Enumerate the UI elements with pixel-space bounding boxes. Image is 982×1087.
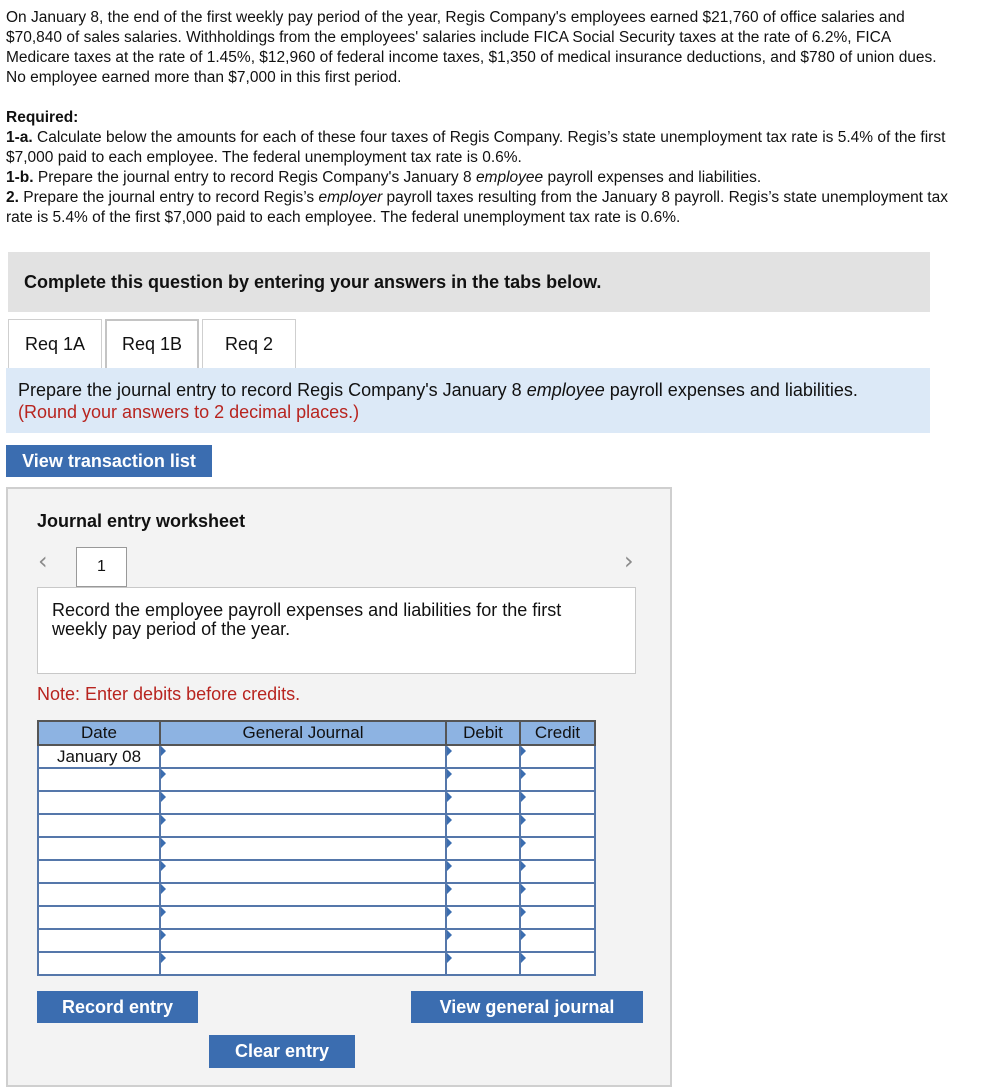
required-item-1b: 1-b. Prepare the journal entry to record Regis Company's January 8 employee payroll expenses and liabilities. (6, 169, 762, 186)
required-item-2: 2. Prepare the journal entry to record Regis’s employer payroll taxes resulting from the January 8 payroll. Regis’s state unemployment tax rate is 5.4% of the first $7,000 paid to each employee. The federal unemployment tax rate is 0.6%. (6, 189, 948, 226)
view-general-journal-button[interactable]: View general journal (411, 991, 643, 1023)
debit-input[interactable] (446, 906, 520, 929)
debit-input[interactable] (446, 745, 520, 768)
record-entry-button[interactable]: Record entry (37, 991, 198, 1023)
column-header-debit: Debit (446, 721, 520, 745)
req-tabs (8, 319, 299, 369)
table-row (38, 952, 595, 975)
credit-input[interactable] (520, 814, 595, 837)
tab-req-1b[interactable]: Req 1B (105, 319, 199, 368)
account-input[interactable] (160, 860, 446, 883)
worksheet-title: Journal entry worksheet (37, 511, 246, 531)
tab-req-1a[interactable]: Req 1A (8, 319, 102, 368)
date-cell[interactable] (38, 768, 160, 791)
account-input[interactable] (160, 837, 446, 860)
required-item-1a: 1-a. Calculate below the amounts for each of these four taxes of Regis Company. Regis’s state unemployment tax rate is 5.4% of the first $7,000 paid to each employee. The federal unemployment tax rate is 0.6%. (6, 129, 946, 166)
problem-intro: On January 8, the end of the first weekly pay period of the year, Regis Company's employees earned $21,760 of office salaries and $70,840 of sales salaries. Withholdings from the employees' salaries include FICA Social Security taxes at the rate of 6.2%, FICA Medicare taxes at the rate of 1.45%, $12,960 of federal income taxes, $1,350 of medical insurance deductions, and $780 of union dues. No employee earned more than $7,000 in this first period. (6, 9, 937, 86)
credit-input[interactable] (520, 791, 595, 814)
table-row (38, 883, 595, 906)
credit-input[interactable] (520, 837, 595, 860)
table-row (38, 791, 595, 814)
date-cell[interactable] (38, 837, 160, 860)
account-input[interactable] (160, 883, 446, 906)
debit-input[interactable] (446, 837, 520, 860)
debit-input[interactable] (446, 929, 520, 952)
date-cell[interactable] (38, 929, 160, 952)
table-row (38, 906, 595, 929)
account-input[interactable] (160, 906, 446, 929)
journal-entry-worksheet (6, 487, 672, 1087)
table-row (38, 837, 595, 860)
entry-page-number[interactable]: 1 (76, 547, 127, 587)
table-row (38, 768, 595, 791)
account-input[interactable] (160, 952, 446, 975)
column-header-credit: Credit (520, 721, 595, 745)
required-heading: Required: (6, 109, 79, 126)
debit-input[interactable] (446, 768, 520, 791)
journal-table (37, 720, 596, 976)
table-row (38, 745, 595, 768)
account-input[interactable] (160, 929, 446, 952)
date-cell[interactable] (38, 860, 160, 883)
instruction-banner: Complete this question by entering your answers in the tabs below. (8, 252, 930, 312)
view-transaction-list-button[interactable]: View transaction list (6, 445, 212, 477)
table-row (38, 814, 595, 837)
round-note: (Round your answers to 2 decimal places.) (18, 402, 360, 422)
chevron-left-icon[interactable]: ‹ (38, 547, 48, 575)
column-header-date: Date (38, 721, 160, 745)
required-section (6, 108, 956, 228)
table-row (38, 860, 595, 883)
date-cell[interactable] (38, 791, 160, 814)
debit-input[interactable] (446, 860, 520, 883)
credit-input[interactable] (520, 768, 595, 791)
debit-input[interactable] (446, 814, 520, 837)
debits-credits-note: Note: Enter debits before credits. (37, 684, 301, 704)
debit-input[interactable] (446, 952, 520, 975)
debit-input[interactable] (446, 791, 520, 814)
credit-input[interactable] (520, 745, 595, 768)
account-input[interactable] (160, 768, 446, 791)
account-input[interactable] (160, 791, 446, 814)
credit-input[interactable] (520, 860, 595, 883)
clear-entry-button[interactable]: Clear entry (209, 1035, 355, 1068)
date-cell[interactable] (38, 952, 160, 975)
entry-description: Record the employee payroll expenses and liabilities for the first weekly pay period of the year. (37, 587, 636, 674)
column-header-general-journal: General Journal (160, 721, 446, 745)
credit-input[interactable] (520, 929, 595, 952)
credit-input[interactable] (520, 906, 595, 929)
chevron-right-icon[interactable]: › (624, 547, 634, 575)
credit-input[interactable] (520, 883, 595, 906)
date-cell[interactable] (38, 906, 160, 929)
date-cell[interactable] (38, 883, 160, 906)
date-cell[interactable] (38, 814, 160, 837)
table-row (38, 929, 595, 952)
journal-rows (38, 745, 595, 975)
tab-instruction: Prepare the journal entry to record Regis Company's January 8 employee payroll expenses and liabilities. (Round your answers to 2 decimal places.) (6, 368, 930, 433)
account-input[interactable] (160, 745, 446, 768)
debit-input[interactable] (446, 883, 520, 906)
date-cell[interactable]: January 08 (38, 745, 160, 768)
credit-input[interactable] (520, 952, 595, 975)
tab-req-2[interactable]: Req 2 (202, 319, 296, 368)
account-input[interactable] (160, 814, 446, 837)
